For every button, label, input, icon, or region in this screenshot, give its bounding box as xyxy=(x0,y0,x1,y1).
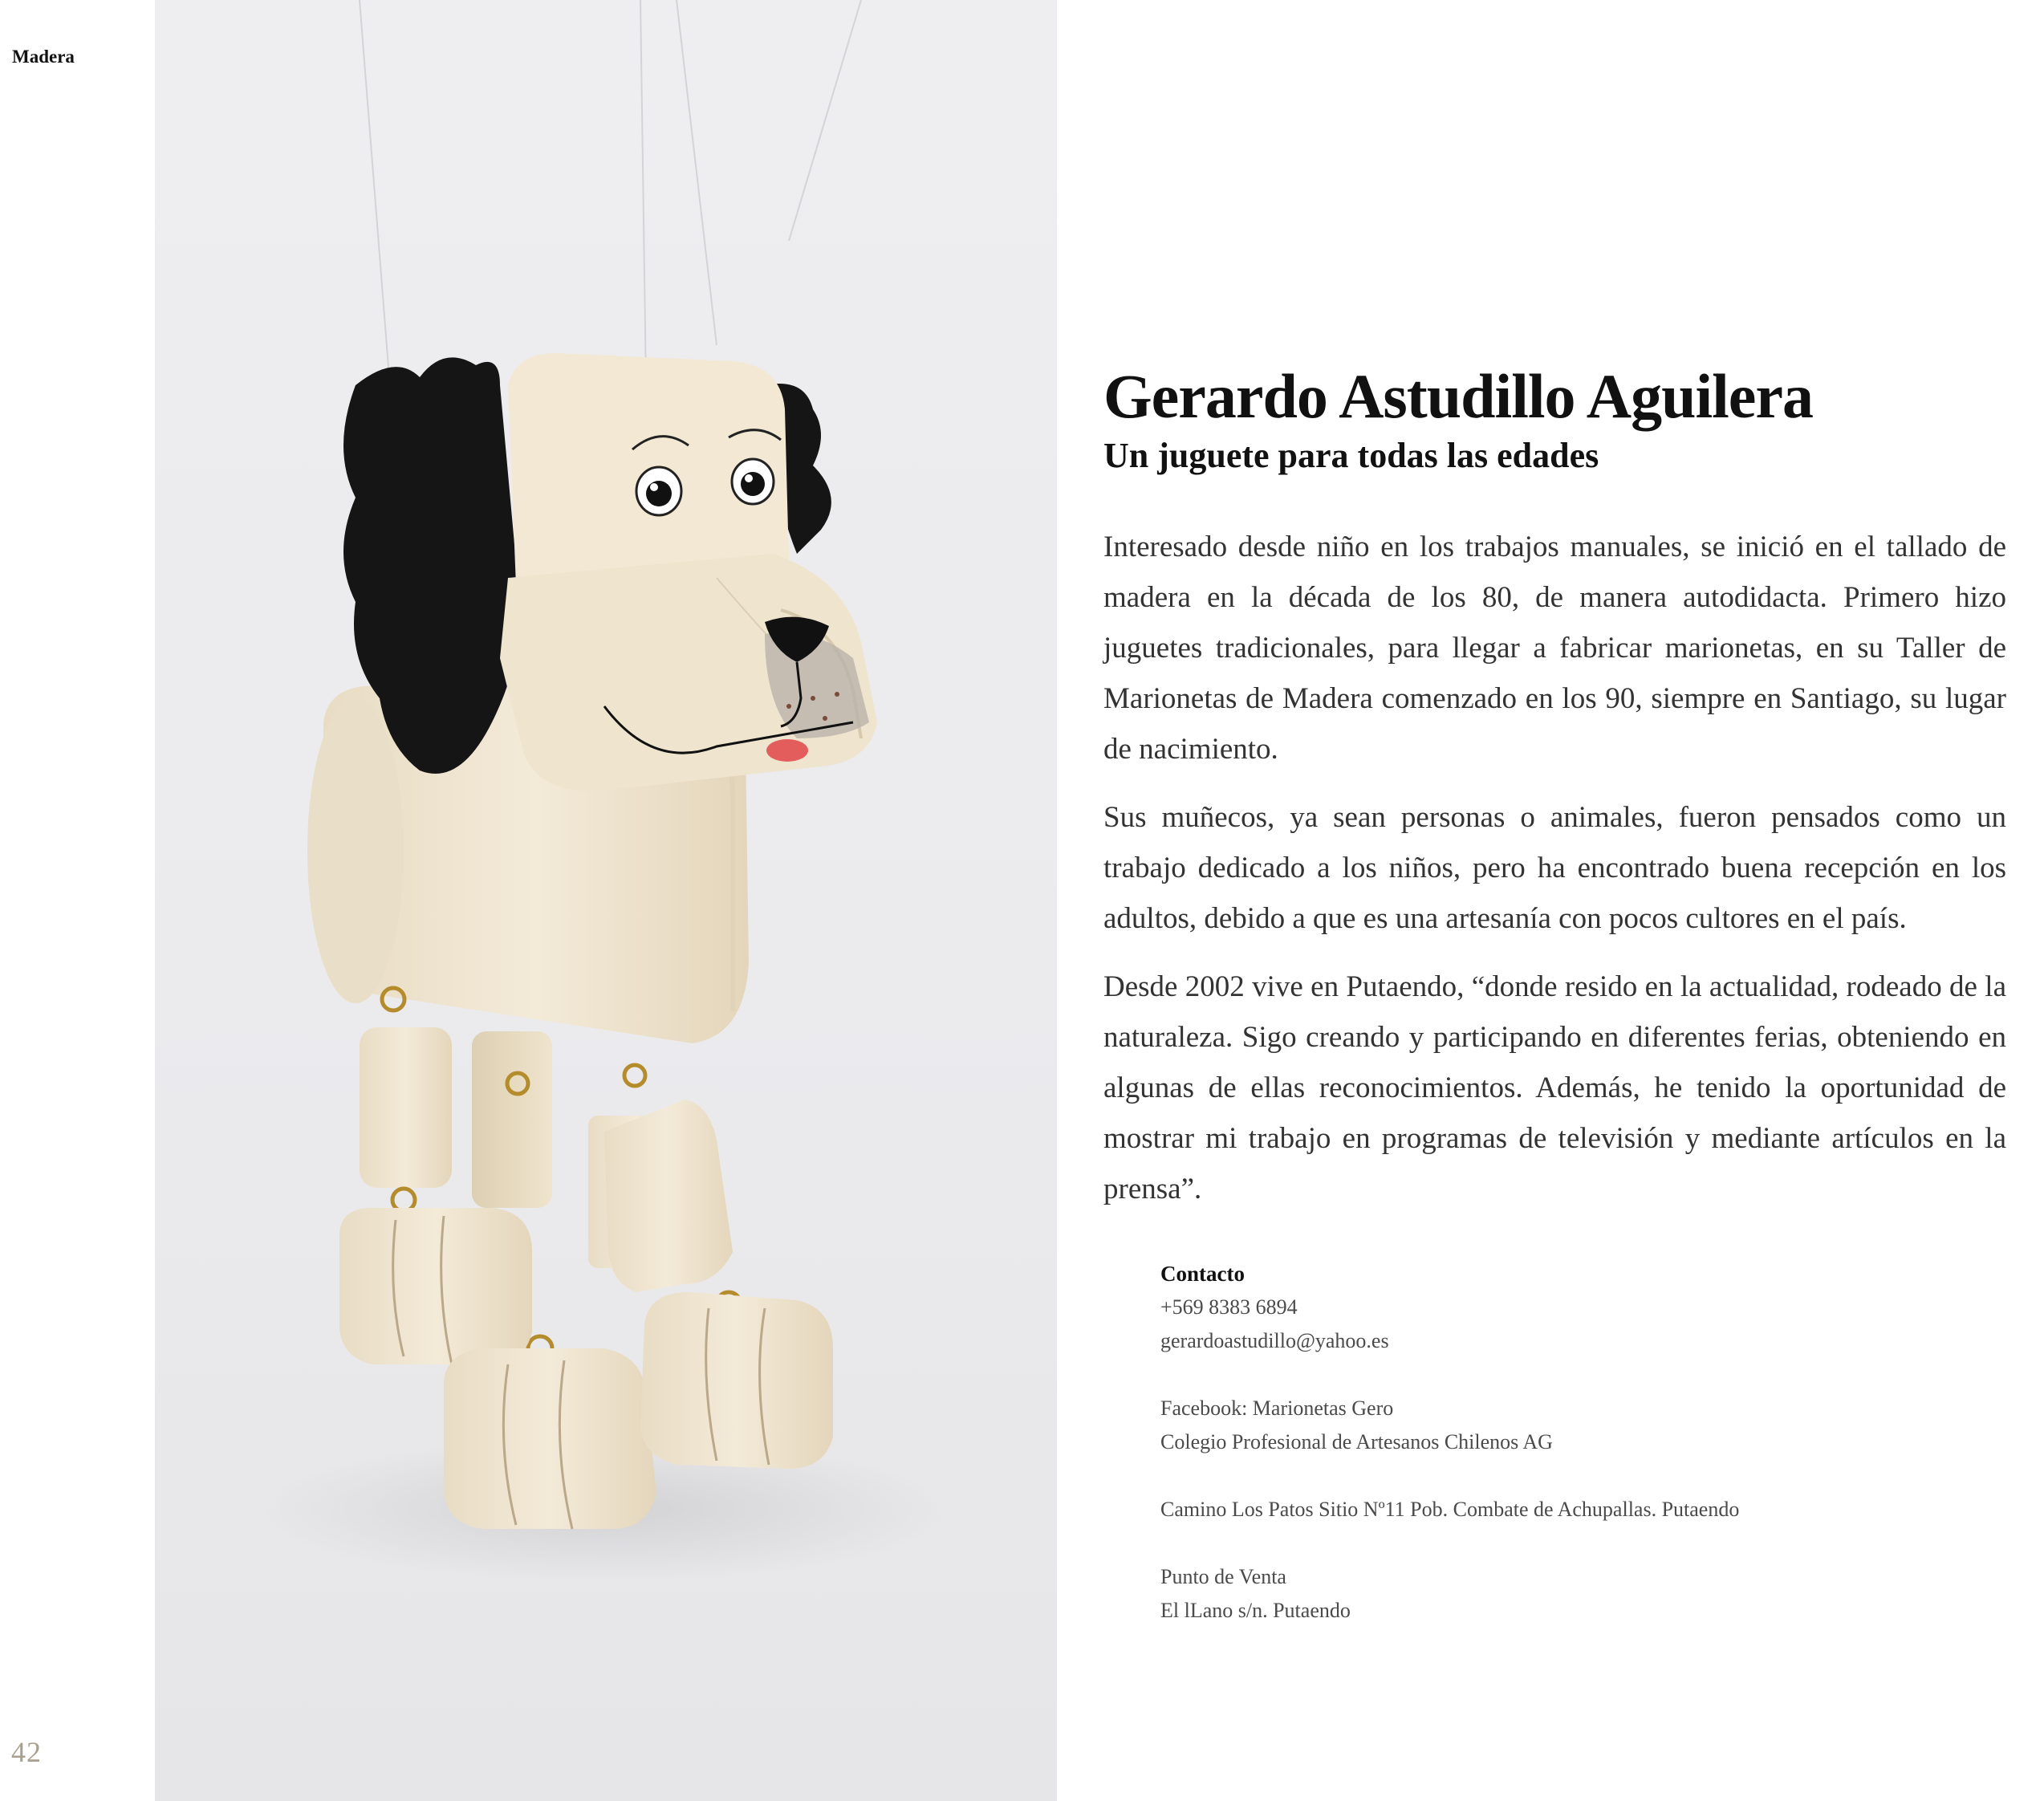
biography-paragraph: Desde 2002 vive en Putaendo, “donde resido en la actualidad, rodeado de la naturaleza. Sigo creando y participando en diferentes ferias, obteniendo en algunas de ellas reconocimientos. Además, he tenido la oportunidad de mostrar mi trabajo en programas de televisión y mediante artículos en la prensa”. xyxy=(1103,970,2006,1205)
contact-email: gerardoastudillo@yahoo.es xyxy=(1160,1329,1389,1352)
sales-point-label: Punto de Venta xyxy=(1160,1565,1286,1588)
contact-association: Colegio Profesional de Artesanos Chilenos AG xyxy=(1160,1430,1553,1453)
section-label: Madera xyxy=(12,47,75,67)
artisan-tagline: Un juguete para todas las edades xyxy=(1103,436,1599,475)
artisan-name: Gerardo Astudillo Aguilera xyxy=(1103,361,1814,431)
marionette-photo xyxy=(155,0,1057,1801)
biography-paragraph: Sus muñecos, ya sean personas o animales, fueron pensados como un trabajo dedicado a los niños, pero ha encontrado buena recepción en los adultos, debido a que es una artesanía con pocos cultores en el país. xyxy=(1103,801,2006,935)
contact-heading: Contacto xyxy=(1160,1262,1245,1286)
sales-point-address: El lLano s/n. Putaendo xyxy=(1160,1599,1351,1622)
contact-facebook: Facebook: Marionetas Gero xyxy=(1160,1396,1394,1420)
contact-block xyxy=(1160,1257,1963,1628)
contact-phone: +569 8383 6894 xyxy=(1160,1295,1298,1319)
contact-address: Camino Los Patos Sitio Nº11 Pob. Combate de Achupallas. Putaendo xyxy=(1160,1498,1740,1521)
biography-paragraph: Interesado desde niño en los trabajos manuales, se inició en el tallado de madera en la década de los 80, de manera autodidacta. Primero hizo juguetes tradicionales, para llegar a fabricar marionetas, en su Taller de Marionetas de Madera comenzado en los 90, siempre en Santiago, su lugar de nacimiento. xyxy=(1103,531,2006,766)
biography xyxy=(1103,522,2006,1232)
page-number: 42 xyxy=(11,1736,42,1768)
